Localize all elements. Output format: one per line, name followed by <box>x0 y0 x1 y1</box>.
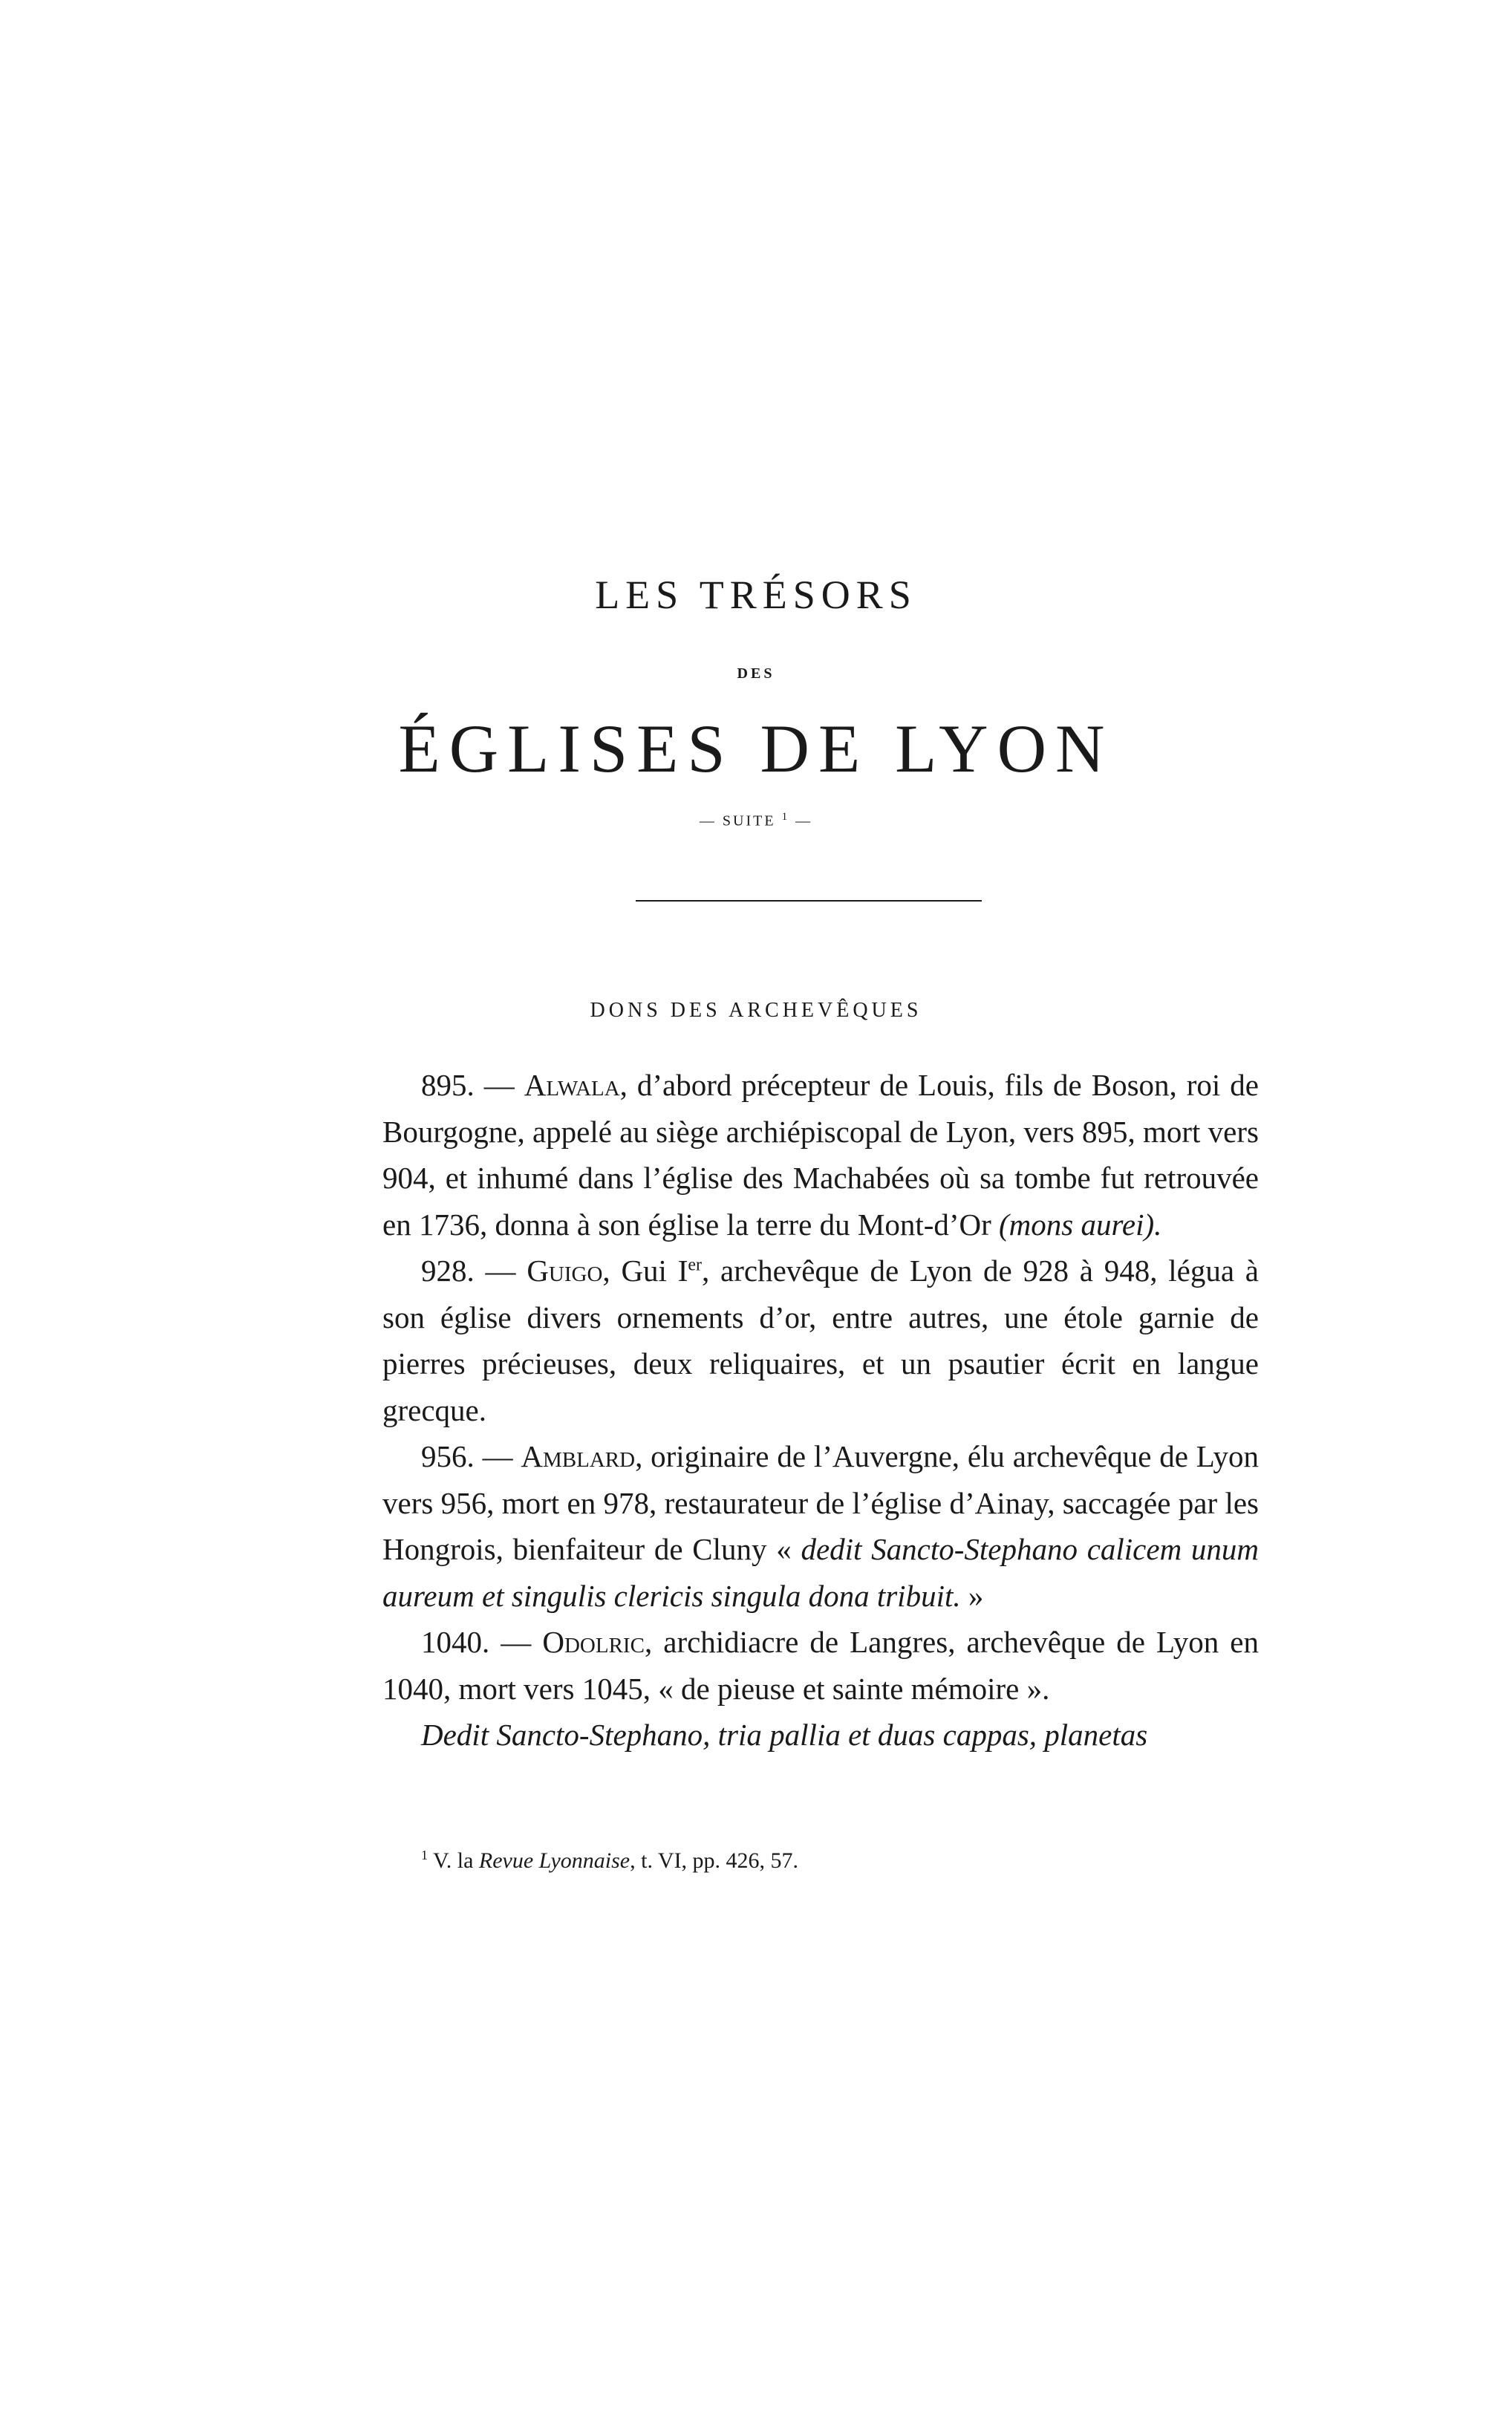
section-title: DONS DES ARCHEVÊQUES <box>590 999 922 1022</box>
paragraph-dedit <box>382 1712 1259 1759</box>
suite-footnote-marker: 1 <box>781 811 790 823</box>
footnote-marker: 1 <box>421 1848 428 1862</box>
title-line-2: ÉGLISES DE LYON <box>398 711 1114 786</box>
body-text <box>382 1062 1259 1759</box>
paragraph-year: 928. — <box>421 1254 527 1288</box>
paragraph-year: 1040. — <box>421 1625 543 1659</box>
paragraph-year: 895. — <box>421 1068 524 1102</box>
paragraph-text: , originaire de l’Auvergne, élu archevêque de Lyon vers 956, mort en 978, restaurateur de l’église d’Ainay, saccagée par les Hongrois, bienfaiteur de Cluny « <box>382 1439 1259 1566</box>
paragraph-956 <box>382 1433 1259 1619</box>
title-connector: DES <box>737 665 775 682</box>
paragraph-895 <box>382 1062 1259 1248</box>
suite-label <box>0 811 1512 830</box>
archbishop-name: Guigo <box>527 1254 603 1288</box>
paragraph-1040 <box>382 1619 1259 1712</box>
footnote <box>382 1848 1259 1874</box>
paragraph-text-continued: , archevêque de Lyon de 928 à 948, légua à son église divers ornements d’or, entre autres, une étole garnie de pierres précieuses, deux reliquaires, et un psautier écrit en langue grecque. <box>382 1254 1259 1427</box>
footnote-text-continued: , t. VI, pp. 426, 57. <box>630 1848 799 1873</box>
ordinal-superscript: er <box>688 1255 703 1275</box>
paragraph-italic: Dedit Sancto-Stephano, tria pallia et duas cappas, planetas <box>421 1718 1148 1752</box>
paragraph-closing-quote: » <box>960 1578 984 1613</box>
paragraph-text: , Gui I <box>602 1254 688 1288</box>
paragraph-italic: dedit Sancto-Stephano calicem unum aureum et singulis clericis singula dona tribuit. <box>382 1532 1260 1613</box>
archbishop-name: Amblard <box>521 1439 636 1473</box>
suite-suffix: — <box>795 812 813 829</box>
archbishop-name: Alwala <box>524 1068 620 1102</box>
archbishop-name: Odolric <box>542 1625 645 1659</box>
title-rule <box>636 900 982 902</box>
paragraph-italic: (mons aurei). <box>999 1207 1162 1242</box>
footnote-text: V. la <box>428 1848 479 1873</box>
paragraph-text: , archidiacre de Langres, archevêque de Lyon en 1040, mort vers 1045, « de pieuse et sainte mémoire ». <box>382 1625 1259 1706</box>
title-line-1: LES TRÉSORS <box>595 573 917 617</box>
suite-prefix: — SUITE <box>699 812 776 829</box>
paragraph-year: 956. — <box>421 1439 521 1473</box>
footnote-italic: Revue Lyonnaise <box>478 1848 630 1873</box>
paragraph-928 <box>382 1248 1259 1433</box>
paragraph-text: , d’abord précepteur de Louis, fils de Boson, roi de Bourgogne, appelé au siège archiépiscopal de Lyon, vers 895, mort vers 904, et inhumé dans l’église des Machabées où sa tombe fut retrouvée en 1736, donna à son église la terre du Mont-d’Or <box>382 1068 1260 1242</box>
